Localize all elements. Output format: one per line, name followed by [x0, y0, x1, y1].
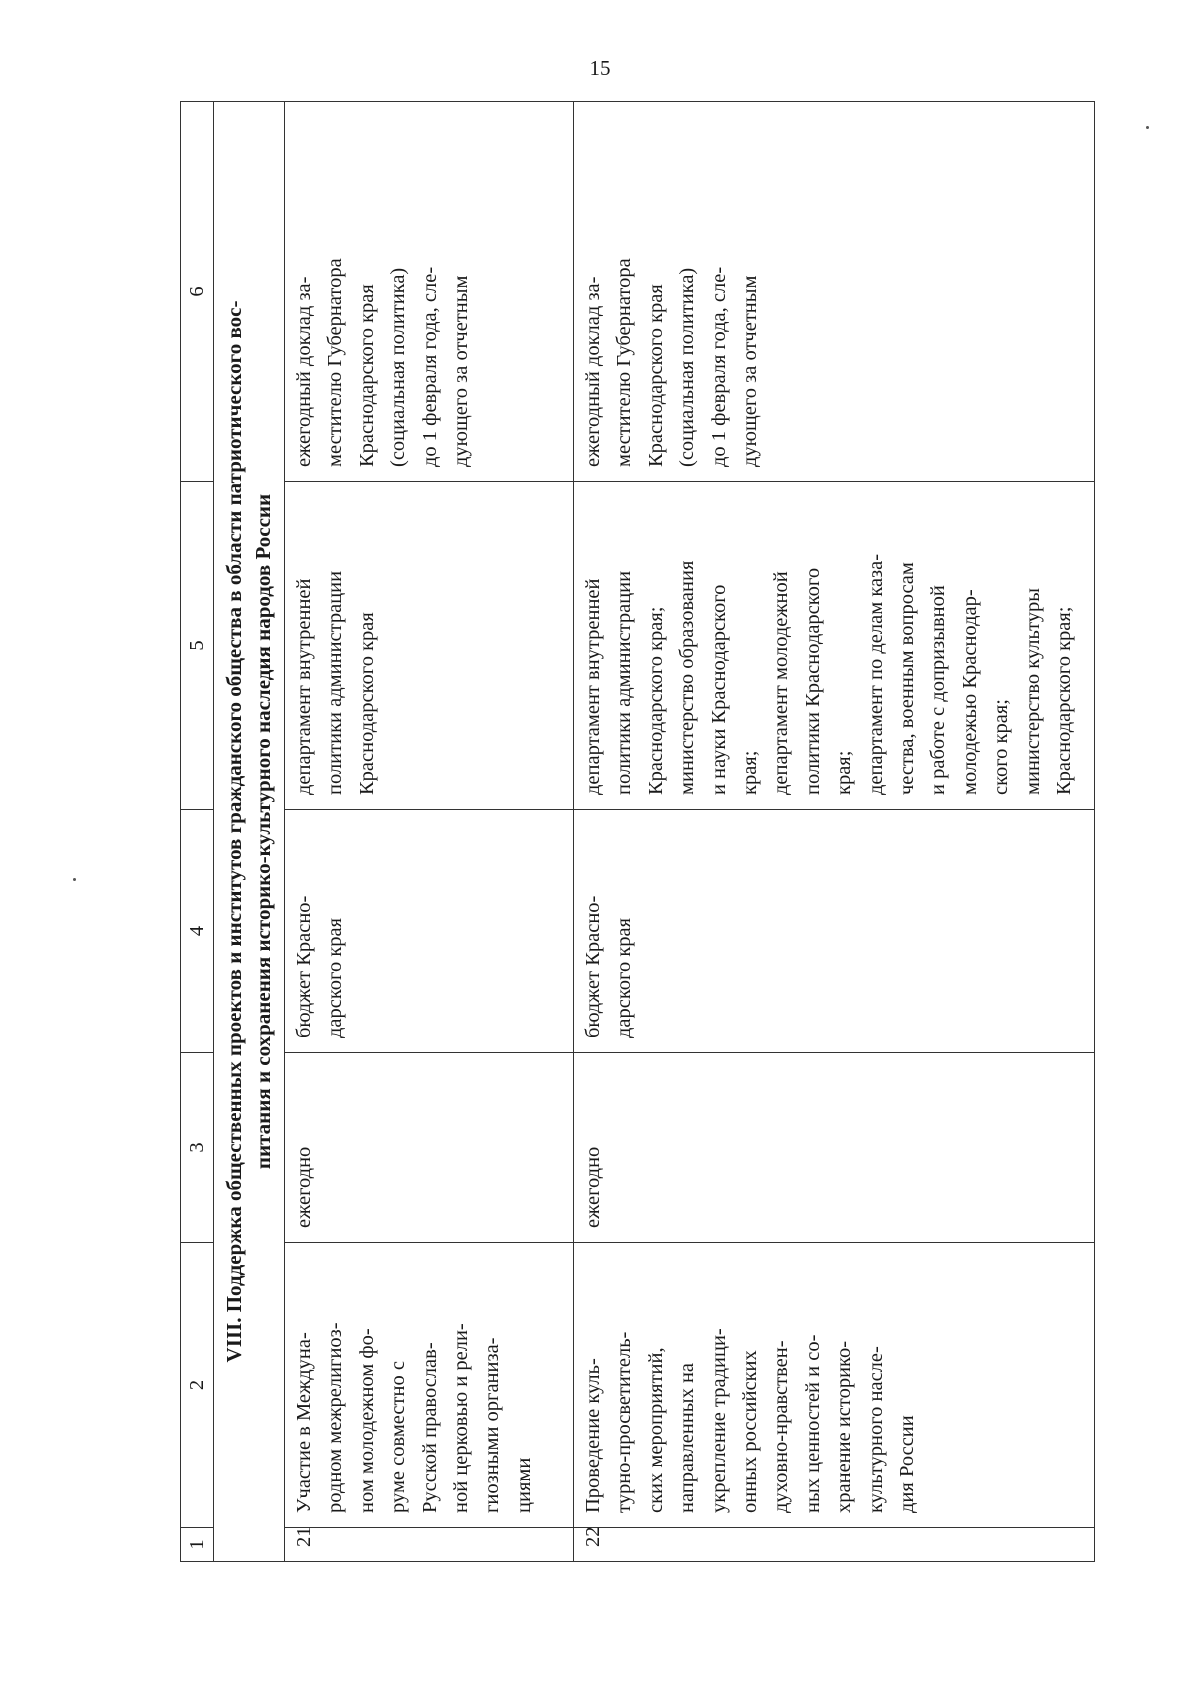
period-cell	[574, 1053, 1095, 1243]
cell-line: Русской православ-	[418, 1342, 441, 1513]
cell-line: направленных на	[676, 1362, 699, 1513]
cell-line: политики Краснодарского	[801, 567, 824, 795]
cell-line: хранение историко-	[833, 1340, 856, 1513]
cell-line: Краснодарского края;	[644, 606, 667, 795]
period-cell	[285, 1053, 574, 1243]
cell-line: Участие в Междуна-	[293, 1332, 315, 1513]
program-table	[180, 101, 1095, 1562]
report-cell	[574, 102, 1095, 482]
cell-line: ежегодно	[582, 1146, 604, 1228]
cell-line: ежегодный доклад за-	[293, 276, 315, 467]
cell-line: турно-просветитель-	[613, 1331, 636, 1513]
cell-line: бюджет Красно-	[293, 895, 315, 1038]
column-number-row	[181, 102, 214, 1562]
cell-line: департамент молодежной	[770, 571, 793, 795]
cell-line: Краснодарского края	[644, 284, 667, 467]
table-row	[574, 102, 1095, 1562]
section-title-line: VIII. Поддержка общественных проектов и институтов гражданского общества в области патриотического вос-	[222, 300, 246, 1363]
column-number: 4	[181, 810, 214, 1053]
cell-line: дующего за отчетным	[450, 275, 473, 467]
table-row	[285, 102, 574, 1562]
cell-line: ном молодежном фо-	[355, 1328, 378, 1513]
cell-line: департамент внутренней	[293, 578, 315, 795]
executors-cell	[285, 482, 574, 810]
column-number: 6	[181, 102, 214, 482]
funding-source-cell	[285, 810, 574, 1053]
cell-line: культурного насле-	[864, 1346, 887, 1513]
cell-line: Краснодарского края;	[1053, 606, 1076, 795]
cell-line: ежегодный доклад за-	[582, 276, 604, 467]
cell-line: Краснодарского края	[355, 612, 378, 795]
cell-line: бюджет Красно-	[582, 895, 604, 1038]
cell-line: (социальная политика)	[676, 267, 699, 467]
scan-speck	[73, 878, 76, 881]
column-number: 5	[181, 482, 214, 810]
cell-line: родном межрелигиоз-	[324, 1322, 347, 1513]
cell-line: ского края;	[990, 699, 1013, 795]
column-number: 1	[181, 1528, 214, 1562]
cell-line: дующего за отчетным	[739, 275, 762, 467]
section-title	[214, 102, 285, 1562]
page-number: 15	[589, 56, 611, 80]
cell-line: онных российских	[739, 1350, 762, 1513]
cell-line: до 1 февраля года, сле-	[418, 266, 441, 467]
cell-line: департамент по делам каза-	[864, 553, 887, 795]
cell-line: ских мероприятий,	[644, 1347, 667, 1513]
cell-line: чества, военным вопросам	[896, 562, 919, 795]
cell-line: Проведение куль-	[582, 1358, 604, 1513]
cell-line: политики администрации	[613, 570, 636, 795]
cell-line: министерство образования	[676, 560, 699, 795]
cell-line: и науки Краснодарского	[707, 584, 730, 795]
column-number: 3	[181, 1053, 214, 1243]
cell-line: (социальная политика)	[387, 267, 410, 467]
cell-line: молодежью Краснодар-	[958, 589, 981, 795]
rotated-table-container	[180, 102, 1095, 1562]
section-title-line: питания и сохранения историко-культурного наследия народов России	[251, 493, 275, 1170]
cell-line: министерство культуры	[1021, 587, 1044, 795]
cell-line: местителю Губернатора	[613, 258, 636, 467]
funding-source-cell	[574, 810, 1095, 1053]
cell-line: духовно-нравствен-	[770, 1340, 793, 1513]
cell-line: края;	[739, 750, 762, 795]
column-number: 2	[181, 1243, 214, 1528]
scan-speck	[1146, 126, 1149, 129]
section-header-row	[214, 102, 285, 1562]
cell-line: до 1 февраля года, сле-	[707, 266, 730, 467]
cell-line: ных ценностей и со-	[801, 1334, 824, 1513]
cell-line: руме совместно с	[387, 1361, 410, 1513]
cell-line: и работе с допризывной	[927, 585, 950, 795]
cell-line: укрепление традици-	[707, 1328, 730, 1513]
cell-line: местителю Губернатора	[324, 258, 347, 467]
event-cell	[285, 1243, 574, 1528]
cell-line: департамент внутренней	[582, 578, 604, 795]
cell-line: Краснодарского края	[355, 284, 378, 467]
cell-line: дарского края	[324, 917, 347, 1038]
cell-line: гиозными организа-	[481, 1337, 504, 1513]
cell-line: политики администрации	[324, 570, 347, 795]
row-number: 21	[285, 1528, 574, 1562]
cell-line: дия России	[896, 1415, 919, 1513]
cell-line: ной церковью и рели-	[450, 1323, 473, 1513]
row-number: 22	[574, 1528, 1095, 1562]
cell-line: дарского края	[613, 917, 636, 1038]
cell-line: ежегодно	[293, 1146, 315, 1228]
cell-line: края;	[833, 750, 856, 795]
executors-cell	[574, 482, 1095, 810]
report-cell	[285, 102, 574, 482]
cell-line: циями	[512, 1457, 535, 1513]
event-cell	[574, 1243, 1095, 1528]
